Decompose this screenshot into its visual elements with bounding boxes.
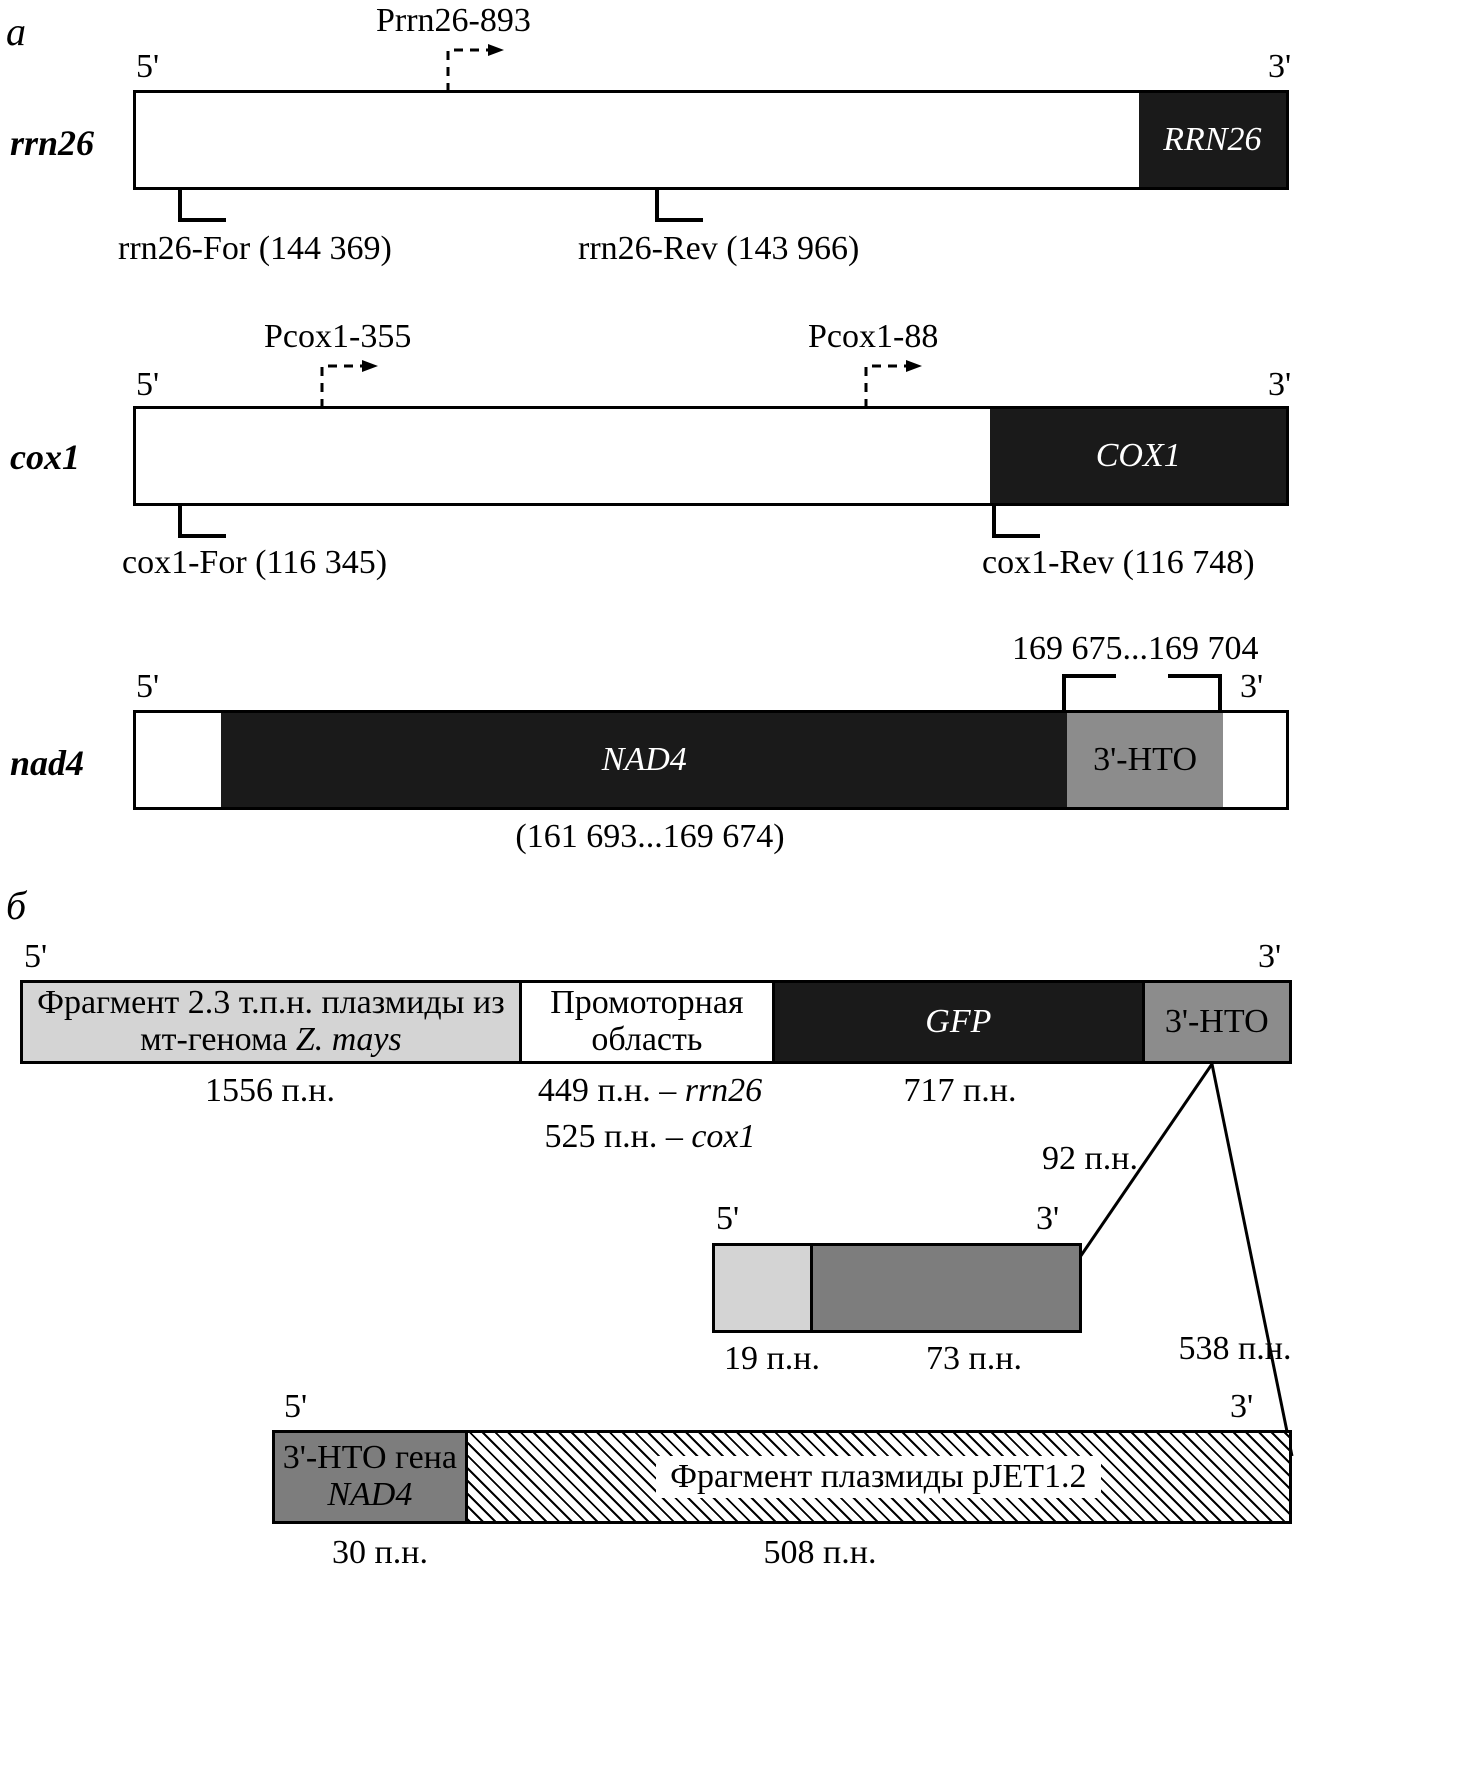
zoom-bottom-segment-3utr-nad4-text: 3'-НТО гена NAD4 (282, 1439, 457, 1513)
construct-segment-gfp: GFP (775, 983, 1145, 1061)
gene-label-nad4: nad4 (10, 743, 85, 783)
cox1-for-bracket (178, 506, 230, 547)
nad4-segment-right (1223, 713, 1286, 807)
promoter-label-prrn26-893: Prrn26-893 (376, 2, 531, 39)
cox1-segment-cox1: COX1 (990, 409, 1286, 503)
construct-five-prime: 5' (24, 938, 48, 975)
rrn26-for-label: rrn26-For (144 369) (118, 230, 392, 267)
cox1-gene-bar (133, 406, 1289, 506)
rrn26-three-prime: 3' (1268, 48, 1292, 85)
zoom-middle-bar (712, 1243, 1082, 1333)
promoter-arrow-prrn26-893 (444, 42, 524, 94)
rrn26-segment-rrn26: RRN26 (1139, 93, 1286, 187)
promoter-label-pcox1-355: Pcox1-355 (264, 318, 412, 355)
callout-length-92: 92 п.н. (1042, 1140, 1138, 1177)
nad4-five-prime: 5' (136, 668, 160, 705)
construct-segment-zmays-fragment (23, 983, 522, 1061)
promoter-arrow-pcox1-355 (318, 358, 398, 410)
zoom-bottom-segment-pjet-text: Фрагмент плазмиды pJET1.2 (656, 1456, 1100, 1497)
zoom-bottom-segment-3utr-nad4 (275, 1433, 468, 1521)
rrn26-segment-utr (136, 93, 1139, 187)
panel-b-letter: б (6, 883, 27, 928)
rrn26-five-prime: 5' (136, 48, 160, 85)
zoom-bottom-segment-pjet (468, 1433, 1289, 1521)
zoom-middle-five-prime: 5' (716, 1200, 740, 1237)
cox1-rev-bracket (992, 506, 1044, 547)
zoom-middle-three-prime: 3' (1036, 1200, 1060, 1237)
cox1-rev-label: cox1-Rev (116 748) (982, 544, 1255, 581)
rrn26-gene-bar (133, 90, 1289, 190)
nad4-segment-3utr: 3'-НТО (1067, 713, 1222, 807)
rrn26-rev-bracket (655, 190, 707, 231)
zoom-bottom-five-prime: 5' (284, 1388, 308, 1425)
construct-length-promoter-cox1: 525 п.н. – cox1 (544, 1118, 756, 1155)
construct-three-prime: 3' (1258, 938, 1282, 975)
construct-segment-promoter: Промоторная область (522, 983, 775, 1061)
cox1-three-prime: 3' (1268, 366, 1292, 403)
panel-a-letter: а (6, 9, 26, 54)
nad4-segment-nad4: NAD4 (221, 713, 1067, 807)
construct-segment-3utr: 3'-НТО (1145, 983, 1289, 1061)
cox1-five-prime: 5' (136, 366, 160, 403)
nad4-gene-bar (133, 710, 1289, 810)
construct-length-zmays: 1556 п.н. (205, 1072, 335, 1109)
zoom-bottom-three-prime: 3' (1230, 1388, 1254, 1425)
nad4-utr-range-label: 169 675...169 704 (1012, 630, 1259, 667)
promoter-label-pcox1-88: Pcox1-88 (808, 318, 939, 355)
cox1-for-label: cox1-For (116 345) (122, 544, 388, 581)
zoom-middle-segment-19 (715, 1246, 813, 1330)
zoom-middle-length-73: 73 п.н. (926, 1340, 1022, 1377)
cox1-segment-utr (136, 409, 990, 503)
gene-label-cox1: cox1 (10, 437, 80, 477)
zoom-bottom-bar (272, 1430, 1292, 1524)
construct-segment-zmays-text: Фрагмент 2.3 т.п.н. плазмиды из мт-генома Z. mays (37, 984, 505, 1058)
zoom-middle-length-19: 19 п.н. (724, 1340, 820, 1377)
nad4-range-caption: (161 693...169 674) (515, 818, 785, 855)
construct-bar (20, 980, 1292, 1064)
callout-length-538: 538 п.н. (1178, 1330, 1292, 1367)
rrn26-for-bracket (178, 190, 230, 231)
rrn26-rev-label: rrn26-Rev (143 966) (578, 230, 860, 267)
nad4-segment-left (136, 713, 221, 807)
promoter-arrow-pcox1-88 (862, 358, 942, 410)
zoom-bottom-length-508: 508 п.н. (763, 1534, 877, 1571)
construct-length-gfp: 717 п.н. (903, 1072, 1017, 1109)
zoom-middle-segment-73 (813, 1246, 1079, 1330)
construct-length-promoter-rrn26: 449 п.н. – rrn26 (537, 1072, 763, 1109)
zoom-bottom-length-30: 30 п.н. (332, 1534, 428, 1571)
nad4-three-prime: 3' (1240, 668, 1264, 705)
gene-label-rrn26: rrn26 (10, 123, 95, 163)
